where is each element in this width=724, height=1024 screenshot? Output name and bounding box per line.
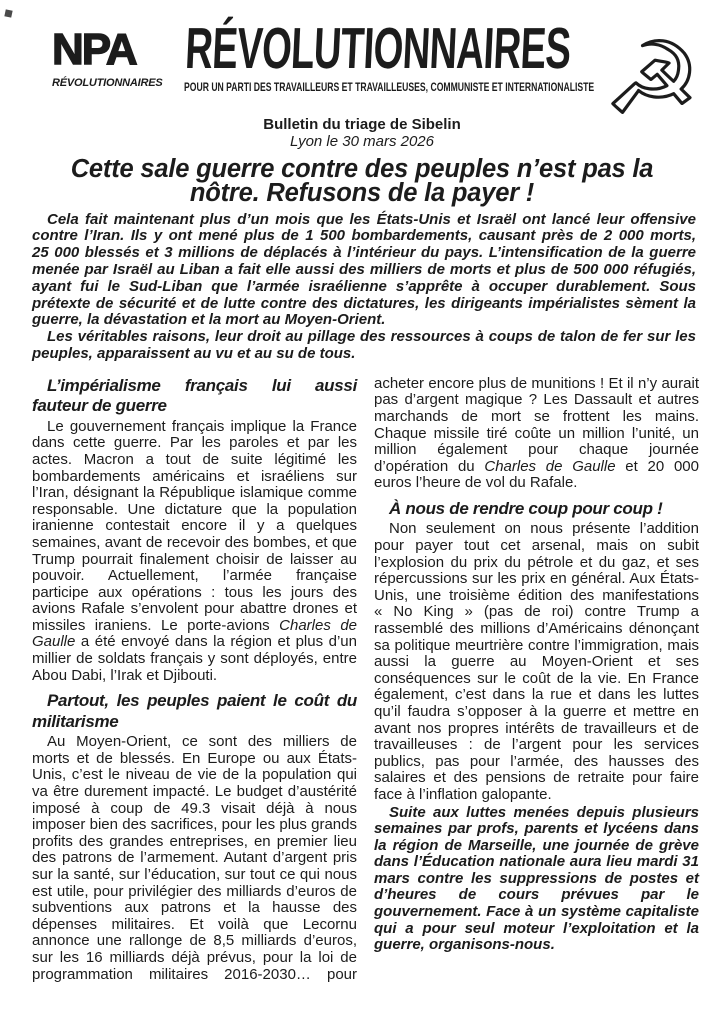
intro-block — [0, 212, 724, 363]
section-heading-imperialisme: L’impérialisme français lui aussi fauteur de guerre — [32, 375, 357, 416]
left-column — [32, 376, 357, 983]
npa-logo — [52, 25, 182, 90]
hammer-and-sickle-icon — [598, 13, 710, 147]
closing-emphasis-paragraph: Suite aux luttes menées depuis plusieurs semaines par profs, parents et lycéens dans la région de Marseille, une journée de grève dans l’Éducation nationale aura lieu mardi 31 mars contre les suppressions de postes et d’heures de cours prévues par le gouvernement. Face à un système capitaliste qui a pour seul moteur l’exploitation et la guerre, organisons-nous. — [374, 803, 699, 954]
scan-artifact — [4, 9, 12, 17]
right-column — [374, 376, 699, 983]
two-column-layout — [32, 376, 698, 983]
page-title: Cette sale guerre contre des peuples n’est pas la nôtre. Refusons de la payer ! — [70, 155, 654, 207]
section-body-militarisme-continued: acheter encore plus de munitions ! Et il n’y aurait pas d’argent magique ? Les Dassault et autres marchands de mort se frottent les mains. Chaque missile tiré coûte un million l’unité, un million également pour chaque journée d’opération du Charles de Gaulle et 20 000 euros l’heure de vol du Rafale. — [374, 374, 699, 492]
masthead-subtitle: POUR UN PARTI DES TRAVAILLEURS ET TRAVAILLEUSES, COMMUNISTE ET INTERNATIONALISTE — [184, 82, 595, 94]
hammer-and-sickle-glyph: ☭ — [600, 13, 708, 147]
intro-paragraph-1: Cela fait maintenant plus d’un mois que les États-Unis et Israël ont lancé leur offensive contre l’Iran. Ils y ont mené plus de 1 500 bombardements, causant près de 2 000 morts, 25 000 blessés et 3 millions de déplacés à l’intérieur du pays. L’intensification de la guerre menée par Israël au Liban a fait elle aussi des milliers de morts et plus de 500 000 réfugiés, ayant fui le Sud-Liban que l’armée israélienne s’apprête à occuper durablement. Sous prétexte de sécurité et de lutte contre des dictatures, les dirigeants impérialistes sèment la guerre, la dévastation et la mort au Moyen-Orient. — [32, 210, 696, 329]
npa-logo-title: NPA — [52, 25, 136, 74]
bulletin-title: Bulletin du triage de Sibelin — [263, 116, 461, 133]
section-body-imperialisme: Le gouvernement français implique la France dans cette guerre. Par les paroles et par les actes. Macron a tout de suite légitimé les bombardements américains et israéliens sur l’Iran, désignant la République islamique comme responsable. Une dictature que la population iranienne contestait encore il y a quelques semaines, avant de recevoir des bombes, et que Trump pourrait finalement choisir de laisser au pouvoir. Actuellement, l’armée française participe aux opérations : tous les jours des avions Rafale s’envolent pour abattre drones et missiles iraniens. Le porte-avions Charles de Gaulle a été envoyé dans la région et plus d’un millier de soldats français y sont déployés, entre Abou Dabi, l’Irak et Djibouti. — [32, 417, 357, 684]
npa-logo-subtitle: RÉVOLUTIONNAIRES — [52, 77, 163, 90]
section-heading-militarisme: Partout, les peuples paient le coût du militarisme — [32, 691, 357, 731]
bulletin-date: Lyon le 30 mars 2026 — [290, 133, 434, 150]
section-heading-coup-pour-coup: À nous de rendre coup pour coup ! — [389, 498, 663, 518]
section-body-militarisme: Au Moyen-Orient, ce sont des milliers de morts et de blessés. En Europe ou aux États-Unis, c’est le niveau de vie de la population qui va être durement impacté. Le budget d’austérité imposé à coup de 49.3 visait déjà à nous imposer bien des sacrifices, pour les plus grands profits des grandes entreprises, en premier lieu des patrons de l’armement. Autant d’argent pris sur la santé, sur l’éducation, sur tout ce qui nous est utile, pour privilégier des milliards d’euros de subventions aux patrons et la hausse des dépenses militaires. Et voilà que Lecornu annonce une rallonge de 8,5 milliards d’euros, sur les 16 milliards déjà prévus, pour la loi de programmation militaires 2016-2030… pour — [32, 733, 357, 983]
section-body-coup-pour-coup: Non seulement on nous présente l’addition pour payer tout cet arsenal, mais on subit l’explosion du prix du pétrole et du gaz, et ses répercussions sur les prix en général. Aux États-Unis, une troisième édition des manifestations « No King » (pas de roi) contre Trump a rassemblé des millions d’Américains dénonçant sa politique meurtrière contre l’immigration, mais aussi la guerre au Moyen-Orient et ses conséquences sur le coût de la vie. En France également, c’est dans la rue et dans les luttes qu’il faudra s’opposer à la guerre et mettre en avant nos propres intérêts de travailleurs et de travailleuses : de l’argent pour les services publics, pas pour l’armée, des hausses des salaires et des pensions de retraite pour faire face à l’inflation galopante. — [374, 520, 699, 803]
intro-paragraph-2: Les véritables raisons, leur droit au pillage des ressources à coups de talon de fer sur les peuples, apparaissent au vu et au su de tous. — [32, 328, 696, 362]
masthead-title: RÉVOLUTIONNAIRES — [183, 16, 572, 81]
